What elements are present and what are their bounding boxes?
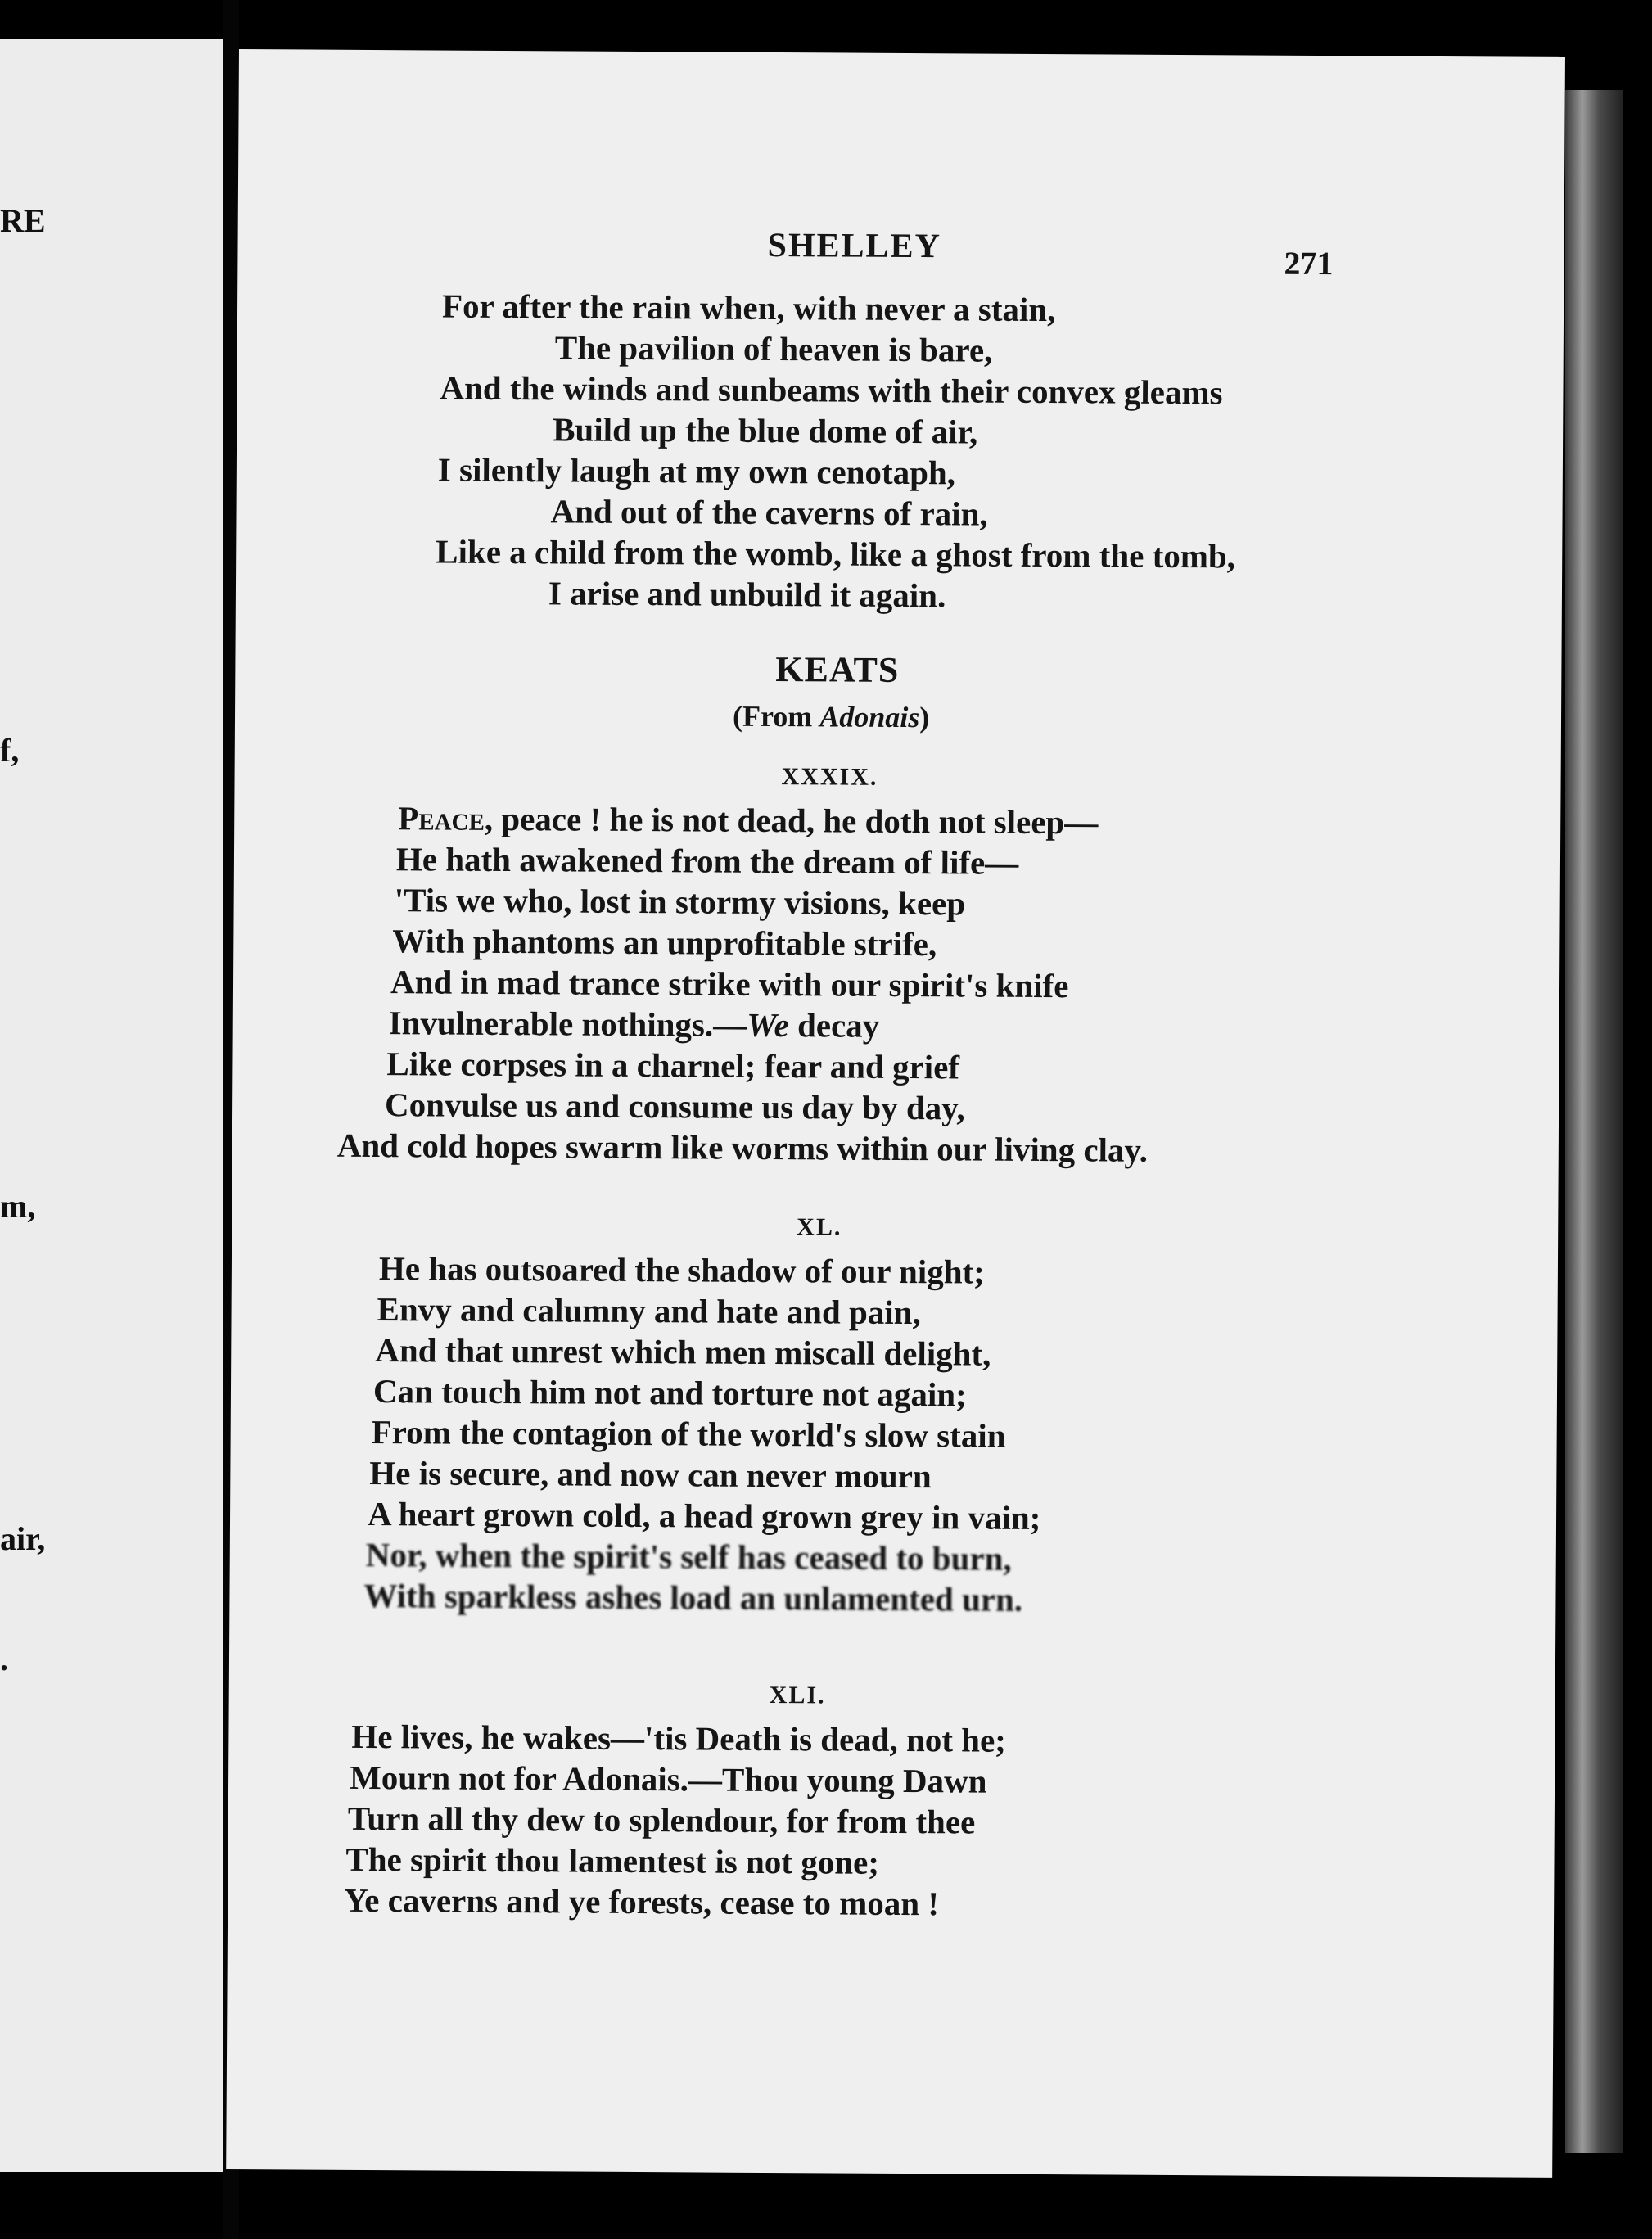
poem-line: A heart grown cold, a head grown grey in vain;	[367, 1494, 1041, 1537]
poem-line: 'Tis we who, lost in stormy visions, keep	[394, 881, 966, 923]
poem-line: He hath awakened from the dream of life—	[395, 840, 1019, 882]
left-page-fragment: RE	[0, 202, 46, 239]
poem-line: Like corpses in a charnel; fear and grief	[386, 1045, 960, 1086]
left-page-fragment: .	[0, 1641, 8, 1677]
poem-line: Convulse us and consume us day by day,	[384, 1086, 965, 1127]
poem-line: The spirit thou lamentest is not gone;	[345, 1840, 880, 1881]
left-page-fragment: m,	[0, 1188, 36, 1225]
section-title: KEATS	[775, 649, 900, 690]
poem-line	[398, 799, 1099, 842]
poem-line: The pavilion of heaven is bare,	[554, 328, 993, 369]
subtitle-prefix: (From	[732, 699, 820, 734]
left-page-fragment: f,	[0, 732, 20, 769]
poem-line: Ye caverns and ye forests, cease to moan !	[344, 1880, 940, 1923]
running-head: SHELLEY	[767, 226, 942, 266]
poem-line: I arise and unbuild it again.	[548, 574, 946, 615]
poem-line: I silently laugh at my own cenotaph,	[437, 450, 956, 492]
stanza-number: XLI.	[769, 1681, 826, 1709]
poem-line	[389, 1006, 880, 1043]
poem-line: He lives, he wakes—'tis Death is dead, not he;	[351, 1717, 1007, 1759]
poem-line: Envy and calumny and hate and pain,	[377, 1290, 921, 1332]
poem-line: Nor, when the spirit's self has ceased to burn,	[365, 1535, 1012, 1578]
left-page-fragment: air,	[0, 1520, 46, 1557]
subtitle-work: Adonais	[819, 700, 920, 734]
poem-line: And cold hopes swarm like worms within our living clay.	[336, 1126, 1149, 1169]
poem-line: He has outsoared the shadow of our night;	[378, 1249, 986, 1291]
poem-line: And the winds and sunbeams with their convex gleams	[440, 368, 1223, 412]
poem-line: And in mad trance strike with our spirit's knife	[390, 963, 1069, 1005]
poem-line: Mourn not for Adonais.—Thou young Dawn	[349, 1758, 987, 1800]
poem-line-text: decay	[788, 1006, 880, 1045]
poem-line-text: peace ! he is not dead, he doth not sleep—	[492, 799, 1099, 842]
stanza-number: XXXIX.	[781, 763, 878, 791]
poem-line: Build up the blue dome of air,	[553, 410, 978, 451]
poem-line: And that unrest which men miscall delight,	[375, 1331, 991, 1373]
poem-line: Can touch him not and torture not again;	[372, 1372, 967, 1414]
subtitle-suffix: )	[919, 701, 930, 734]
poem-line: He is secure, and now can never mourn	[369, 1454, 932, 1496]
italic-word: We	[747, 1005, 789, 1045]
stanza-number: XL.	[797, 1213, 842, 1241]
right-page	[226, 49, 1565, 2178]
poem-line: With sparkless ashes load an unlamented urn.	[363, 1576, 1023, 1618]
poem-line: With phantoms an unprofitable strife,	[392, 922, 937, 964]
poem-line: Turn all thy dew to splendour, for from thee	[347, 1799, 976, 1841]
page-number: 271	[1284, 244, 1334, 282]
left-page	[0, 39, 223, 2172]
stanza-first-word: Peace,	[398, 799, 494, 837]
poem-line: For after the rain when, with never a stain,	[441, 287, 1056, 329]
page-fore-edge	[1565, 90, 1623, 2153]
section-subtitle	[733, 699, 930, 734]
poem-line: Like a child from the womb, like a ghost from the tomb,	[436, 532, 1236, 576]
poem-line: And out of the caverns of rain,	[550, 492, 988, 533]
poem-line-text: Invulnerable nothings.—	[388, 1004, 747, 1044]
poem-line: From the contagion of the world's slow stain	[371, 1413, 1006, 1455]
